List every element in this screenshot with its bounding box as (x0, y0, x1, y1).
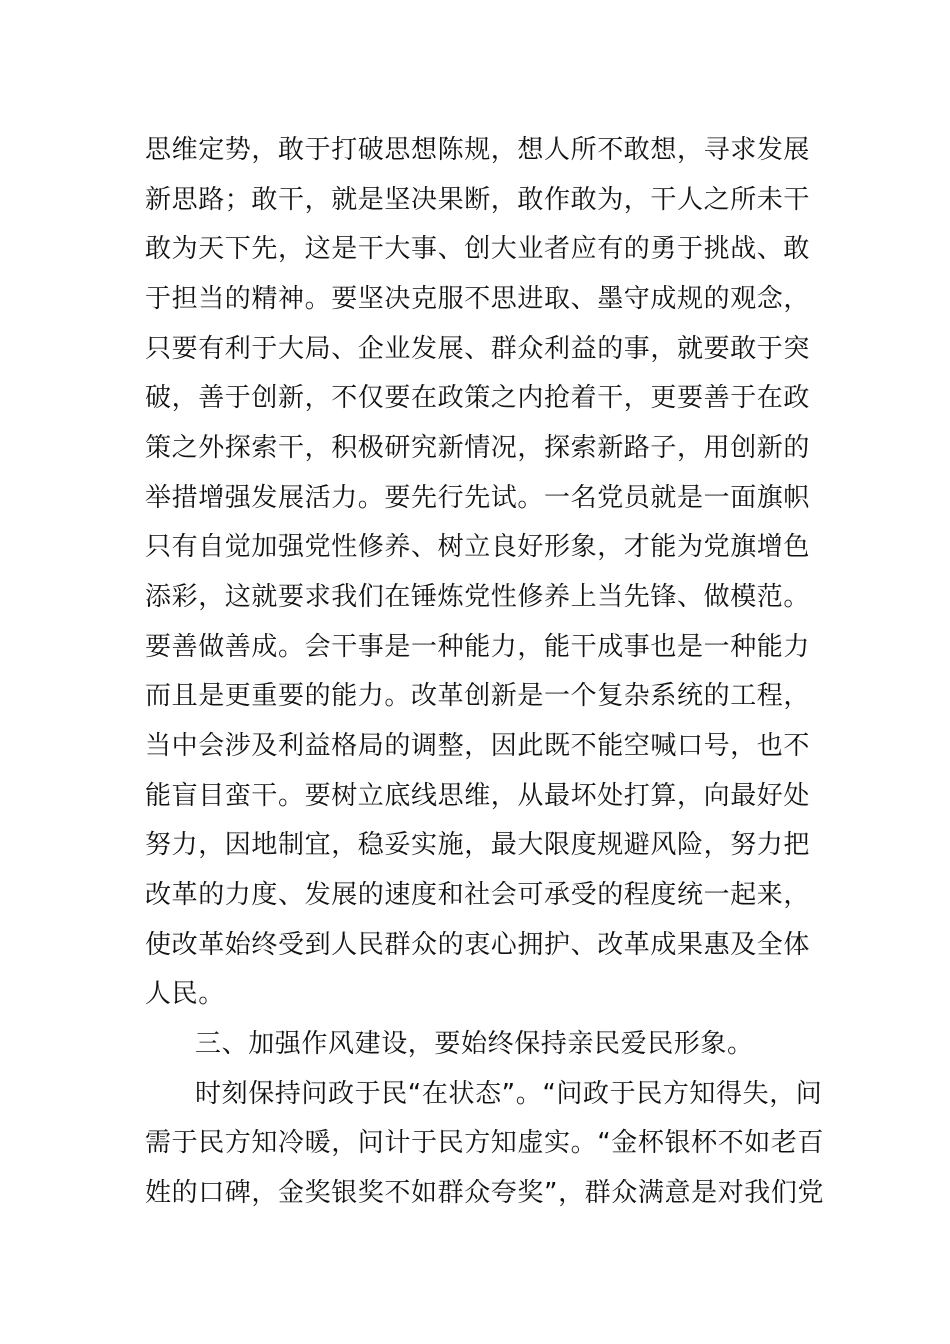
body-text-line: 敢为天下先，这是干大事、创大业者应有的勇于挑战、敢 (145, 234, 811, 264)
body-text-line: 改革的力度、发展的速度和社会可承受的程度统一起来， (145, 880, 811, 910)
body-text-line: 需于民方知冷暖，问计于民方知虚实。“金杯银杯不如老百 (145, 1128, 825, 1158)
body-text-line: 破，善于创新，不仅要在政策之内抢着干，更要善于在政 (145, 383, 811, 413)
body-text-line: 策之外探索干，积极研究新情况，探索新路子，用创新的 (145, 433, 811, 463)
section-heading: 三、加强作风建设，要始终保持亲民爱民形象。 (195, 1029, 754, 1059)
body-text-line: 添彩，这就要求我们在锤炼党性修养上当先锋、做模范。 (145, 582, 811, 612)
body-text-line: 新思路；敢干，就是坚决果断，敢作敢为，干人之所未干 (145, 185, 811, 215)
body-text-line: 只有自觉加强党性修养、树立良好形象，才能为党旗增色 (145, 532, 811, 562)
body-text-line: 而且是更重要的能力。改革创新是一个复杂系统的工程， (145, 681, 811, 711)
body-text-line: 只要有利于大局、企业发展、群众利益的事，就要敢于突 (145, 334, 811, 364)
body-text-line: 思维定势，敢于打破思想陈规，想人所不敢想，寻求发展 (145, 135, 811, 165)
body-text-line: 要善做善成。会干事是一种能力，能干成事也是一种能力 (145, 632, 811, 662)
body-text-line: 能盲目蛮干。要树立底线思维，从最坏处打算，向最好处 (145, 781, 811, 811)
body-text-line: 举措增强发展活力。要先行先试。一名党员就是一面旗帜 (145, 483, 811, 513)
body-text-line: 于担当的精神。要坚决克服不思进取、墨守成规的观念， (145, 284, 811, 314)
body-text-line: 时刻保持问政于民“在状态”。“问政于民方知得失，问 (195, 1079, 823, 1109)
body-text-line: 姓的口碑，金奖银奖不如群众夸奖”，群众满意是对我们党 (145, 1178, 825, 1208)
body-text-line: 当中会涉及利益格局的调整，因此既不能空喊口号，也不 (145, 731, 811, 761)
body-text-line: 人民。 (145, 979, 225, 1009)
body-text-line: 使改革始终受到人民群众的衷心拥护、改革成果惠及全体 (145, 930, 811, 960)
body-text-line: 努力，因地制宜，稳妥实施，最大限度规避风险，努力把 (145, 830, 811, 860)
